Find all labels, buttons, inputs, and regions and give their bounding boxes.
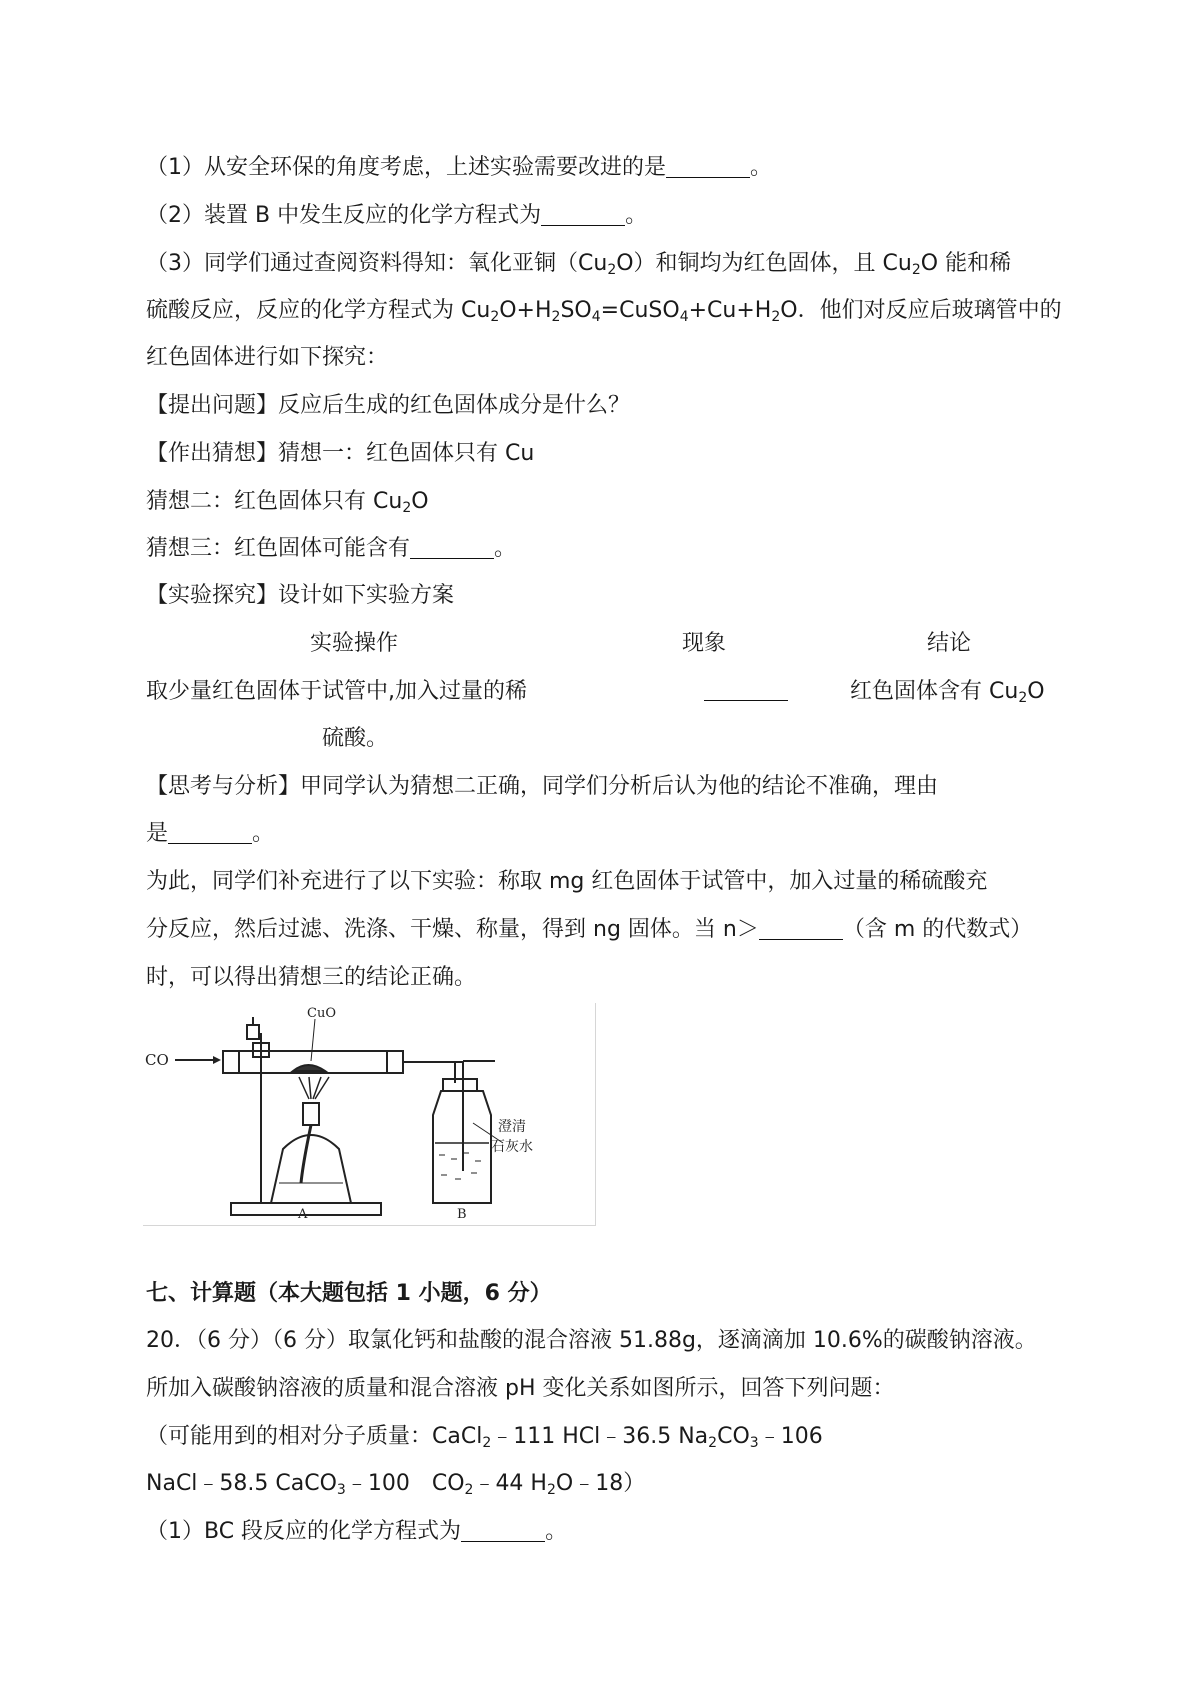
- phenomenon-blank[interactable]: [704, 678, 788, 701]
- guess-three: 猜想三：红色固体可能含有 。: [146, 536, 517, 561]
- q20-masses-line1: （可能用到的相对分子质量：CaCl$_2$﹣111 HCl﹣36.5 $Na_2CO_3﹣106$: [146, 1424, 823, 1451]
- q19-part3-line2: 硫酸反应，反应的化学方程式为 $Cu_2O+H_2SO_4=CuSO_4+Cu+H_2O$．他们对反应后玻璃管中的: [146, 298, 1062, 325]
- bottle-stopper: [443, 1079, 477, 1091]
- supplement-line3: 时，可以得出猜想三的结论正确。: [146, 965, 477, 990]
- section-seven-heading: 七、计算题（本大题包括 1 小题，6 分）: [146, 1281, 552, 1306]
- label-a: A: [298, 1207, 308, 1222]
- operation-text: 取少量红色固体于试管中,加入过量的稀: [146, 679, 527, 704]
- answer-blank[interactable]: [666, 155, 750, 178]
- label-b: B: [457, 1207, 467, 1222]
- q20-sub1: （1）BC 段反应的化学方程式为 。: [146, 1519, 568, 1544]
- limewater: [439, 1153, 481, 1179]
- q19-part3-line1: （3）同学们通过查阅资料得知：氧化亚铜$(Cu_2O)$和铜均为红色固体，且 $Cu_2O$ 能和稀: [146, 251, 1012, 278]
- answer-blank[interactable]: [759, 917, 843, 940]
- apparatus-drawing: [143, 1003, 595, 1225]
- q19-part2: （2）装置 B 中发生反应的化学方程式为 。: [146, 203, 648, 228]
- q20-masses-line2: NaCl﹣58.5 CaCO$_3$﹣100 $CO_2﹣44$ $H_2O﹣18$）: [146, 1471, 646, 1498]
- header-conclusion: 结论: [927, 631, 972, 656]
- flame: [299, 1077, 329, 1099]
- q20-line2: 所加入碳酸钠溶液的质量和混合溶液 pH 变化关系如图所示，回答下列问题：: [146, 1376, 895, 1401]
- cuo-label: CuO: [307, 1006, 336, 1021]
- header-operation: 实验操作: [310, 631, 399, 656]
- q20-line1: 20．（6 分）（6 分）取氯化钙和盐酸的混合溶液 51.88g，逐滴滴加 10.6%的碳酸钠溶液。: [146, 1328, 1037, 1353]
- answer-blank[interactable]: [461, 1519, 545, 1542]
- co-label: CO: [145, 1051, 169, 1069]
- q19-part1: （1）从安全环保的角度考虑，上述实验需要改进的是 。: [146, 155, 773, 180]
- guess-two: 猜想二：红色固体只有 $Cu_2O$: [146, 489, 429, 516]
- limewater-label-1: 澄清: [498, 1119, 526, 1135]
- q19-part3-line3: 红色固体进行如下探究：: [146, 345, 389, 370]
- supplement-line2: 分反应，然后过滤、洗涤、干燥、称量，得到 ng 固体。当 n＞ （含 m 的代数式）: [146, 917, 1033, 942]
- limewater-label-2: 石灰水: [491, 1139, 533, 1155]
- answer-blank[interactable]: [541, 203, 625, 226]
- answer-blank[interactable]: [410, 536, 494, 559]
- operation-text-cont: 硫酸。: [322, 726, 389, 751]
- apparatus-figure: [143, 1003, 596, 1226]
- answer-blank[interactable]: [168, 821, 252, 844]
- header-phenomenon: 现象: [682, 631, 727, 656]
- experiment-heading: 【实验探究】设计如下实验方案: [146, 583, 455, 608]
- raise-question: 【提出问题】反应后生成的红色固体成分是什么？: [146, 393, 631, 418]
- analysis-line1: 【思考与分析】甲同学认为猜想二正确，同学们分析后认为他的结论不准确，理由: [146, 774, 939, 799]
- alcohol-lamp: [271, 1135, 351, 1203]
- conclusion-text: 红色固体含有 $Cu_2O$: [850, 679, 1045, 706]
- cuo-powder: [293, 1065, 325, 1071]
- guess-one: 【作出猜想】猜想一：红色固体只有 Cu: [146, 441, 535, 466]
- analysis-line2: 是 。: [146, 821, 275, 846]
- supplement-line1: 为此，同学们补充进行了以下实验：称取 mg 红色固体于试管中，加入过量的稀硫酸充: [146, 869, 988, 894]
